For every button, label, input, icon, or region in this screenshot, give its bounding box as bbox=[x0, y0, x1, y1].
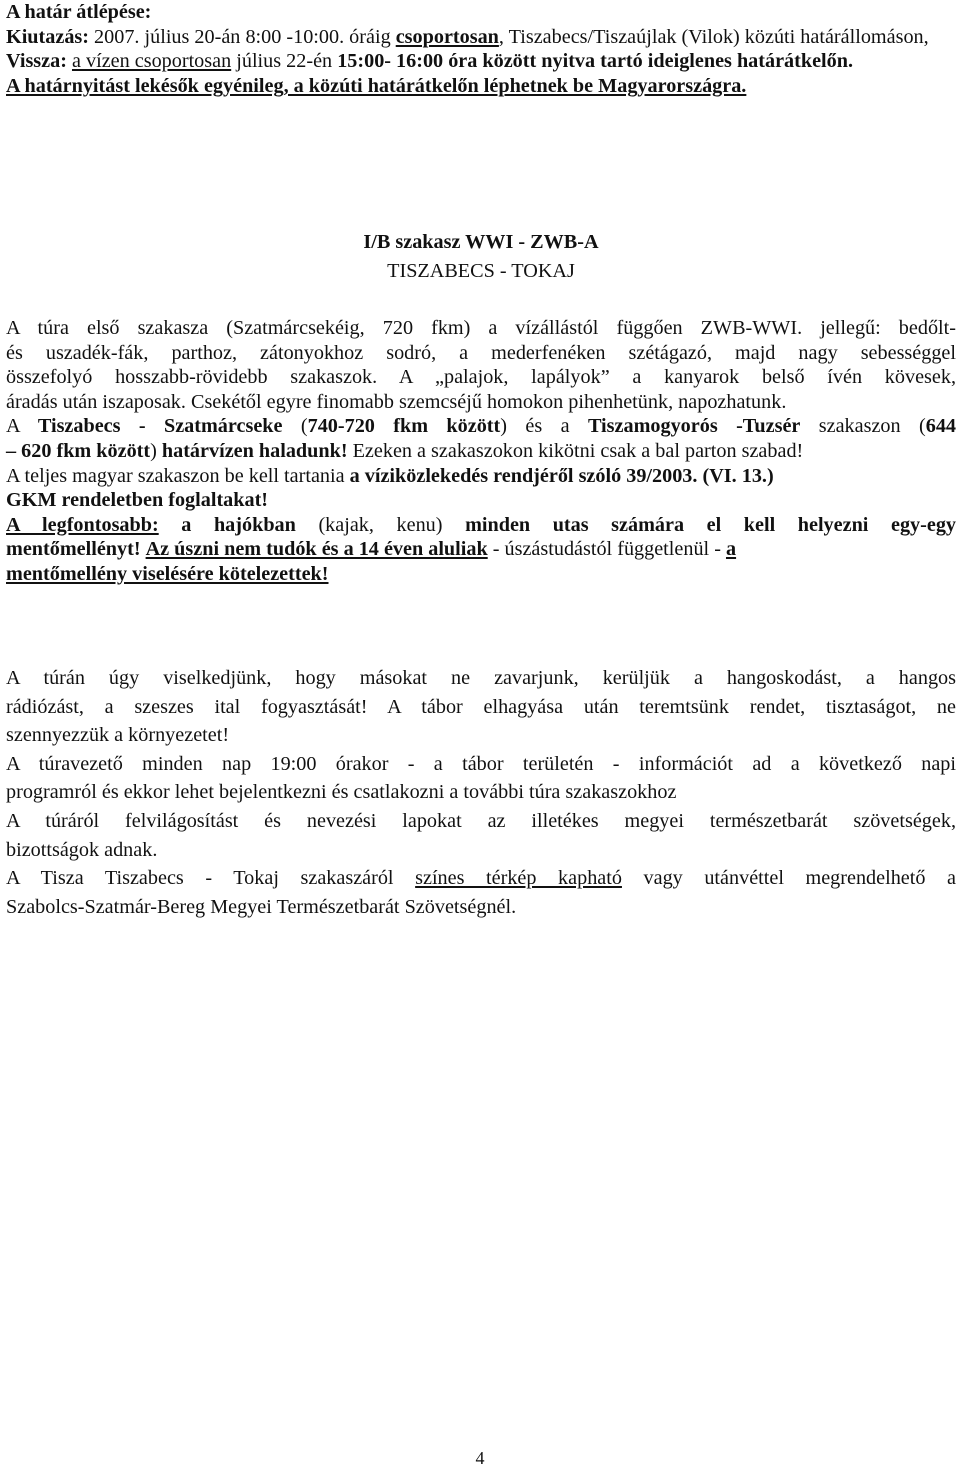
text-run: ) és a bbox=[500, 415, 588, 438]
conduct-body bbox=[6, 664, 956, 921]
text-run: A Tisza Tiszabecs - Tokaj szakaszáról bbox=[6, 867, 416, 890]
text-run: a víziközlekedés rendjéről szóló 39/2003. (VI. 13.) bbox=[349, 464, 774, 487]
text-run: A bbox=[6, 415, 38, 438]
text-run: minden utas számára el kell helyezni egy-egy bbox=[465, 513, 957, 536]
main-body bbox=[6, 316, 956, 587]
outbound-mode: csoportosan bbox=[395, 25, 499, 48]
return-time: 15:00- 16:00 óra között nyitva tartó ideiglenes határátkelőn. bbox=[337, 50, 854, 73]
text-run: A legfontosabb: bbox=[6, 513, 159, 536]
conduct-line: szennyezzük a környezetet! bbox=[6, 724, 230, 747]
info-line: bizottságok adnak. bbox=[6, 838, 158, 861]
outbound-place: , Tiszabecs/Tiszaújlak (Vilok) közúti határállomáson, bbox=[498, 25, 929, 48]
section-title-line2: TISZABECS - TOKAJ bbox=[387, 259, 575, 282]
late-note: A határnyitást lekésők egyénileg, a közúti határátkelőn léphetnek be Magyarországra. bbox=[6, 74, 747, 97]
text-run: 644 bbox=[925, 415, 956, 438]
border-crossing-section bbox=[6, 0, 956, 98]
regulation-line1 bbox=[6, 464, 956, 489]
text-run: ) bbox=[150, 439, 162, 462]
text-run: a hajókban bbox=[158, 513, 296, 536]
safety-line1 bbox=[6, 513, 956, 538]
description-line: és uszadék-fák, parthoz, zátonyokhoz sodró, a mederfenéken szétágazó, majd nagy sebességgel bbox=[6, 341, 956, 364]
description-line: áradás után iszaposak. Csekétől egyre finomabb szemcséjű homokon pihenhetünk, napozhatunk. bbox=[6, 390, 787, 413]
text-run: (kajak, kenu) bbox=[295, 513, 466, 536]
text-run: a bbox=[725, 538, 737, 561]
description-line: A túra első szakasza (Szatmárcsekéig, 720 fkm) a vízállástól függően ZWB-WWI. jellegű: bedőlt- bbox=[6, 317, 956, 339]
return-line bbox=[6, 49, 956, 74]
border-river-line1 bbox=[6, 414, 956, 439]
regulation-line2: GKM rendeletben foglaltakat! bbox=[6, 489, 269, 512]
safety-line3: mentőmellény viselésére kötelezettek! bbox=[6, 562, 329, 585]
map-line1 bbox=[6, 864, 956, 893]
section-title-line1: I/B szakasz WWI - ZWB-A bbox=[363, 231, 599, 253]
info-line: A túráról felvilágosítást és nevezési lapokat az illetékes megyei természetbarát szövetségek, bbox=[6, 809, 956, 832]
return-date: július 22-én bbox=[231, 50, 338, 73]
text-run: szakaszon ( bbox=[800, 415, 926, 438]
border-heading: A határ átlépése: bbox=[6, 1, 152, 23]
text-run: Tiszabecs - Szatmárcseke bbox=[37, 415, 283, 438]
text-run: mentőmellényt! bbox=[6, 538, 141, 561]
safety-line2 bbox=[6, 537, 956, 562]
map-link: színes térkép kapható bbox=[415, 867, 622, 890]
conduct-line: rádiózást, a szeszes ital fogyasztását! A tábor elhagyása után teremtsünk rendet, tisztaságot, ne bbox=[6, 695, 956, 718]
conduct-line: A túrán úgy viselkedjünk, hogy másokat ne zavarjunk, kerüljük a hangoskodást, a hangos bbox=[6, 667, 956, 689]
text-run: ( bbox=[282, 415, 308, 438]
map-line2: Szabolcs-Szatmár-Bereg Megyei Természetbarát Szövetségnél. bbox=[6, 895, 517, 918]
text-run: – 620 fkm között bbox=[6, 439, 151, 462]
text-run: határvízen haladunk! bbox=[161, 439, 348, 462]
leader-line: A túravezető minden nap 19:00 órakor - a tábor területén - információt ad a következő napi bbox=[6, 752, 956, 775]
return-mode: a vízen csoportosan bbox=[71, 50, 232, 73]
text-run: - úszástudástól függetlenül - bbox=[487, 538, 726, 561]
text-run: Ezeken a szakaszokon kikötni csak a bal parton szabad! bbox=[347, 439, 804, 462]
text-run: A teljes magyar szakaszon be kell tartania bbox=[6, 464, 350, 487]
description-line: összefolyó hosszabb-rövidebb szakaszok. A „palajok, lapályok” a kanyarok belső ívén kövesek, bbox=[6, 366, 956, 389]
return-label: Vissza: bbox=[6, 50, 72, 73]
border-river-line2 bbox=[6, 439, 956, 464]
leader-line: programról és ekkor lehet bejelentkezni és csatlakozni a további túra szakaszokhoz bbox=[6, 781, 677, 804]
section-title bbox=[6, 230, 956, 283]
text-run: vagy utánvéttel megrendelhető a bbox=[621, 867, 956, 890]
text-run: Az úszni nem tudók és a 14 éven aluliak bbox=[145, 538, 488, 561]
text-run: Tiszamogyorós -Tuzsér bbox=[587, 415, 801, 438]
outbound-date: 2007. július 20-án 8:00 -10:00. óráig bbox=[89, 25, 396, 48]
text-run: 740-720 fkm között bbox=[307, 415, 501, 438]
outbound-line bbox=[6, 25, 956, 50]
outbound-label: Kiutazás: bbox=[6, 25, 89, 48]
page-number: 4 bbox=[475, 1448, 485, 1468]
